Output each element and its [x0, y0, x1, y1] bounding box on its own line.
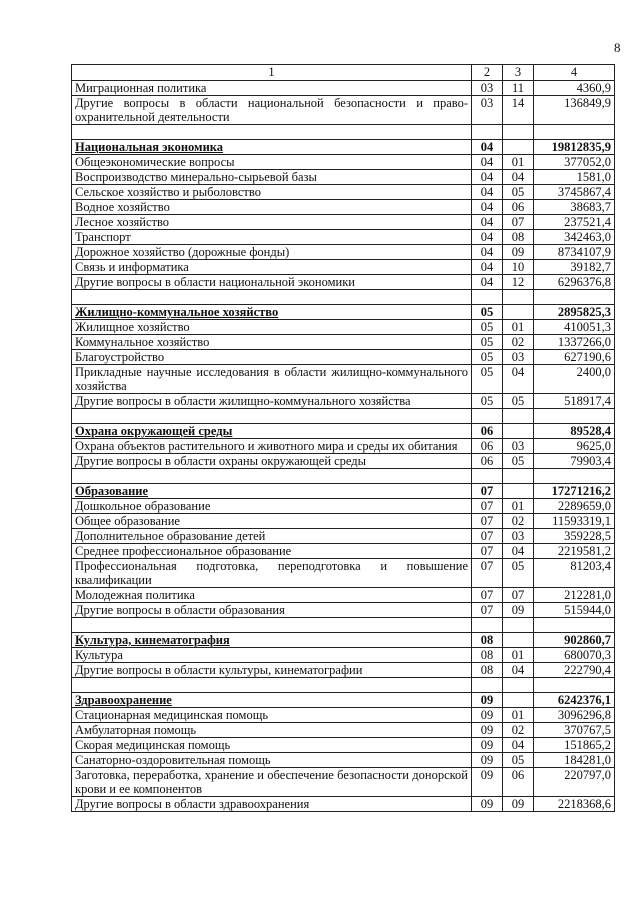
- row-subsection-code: 05: [503, 454, 534, 469]
- row-subsection-code: 04: [503, 365, 534, 394]
- row-name: Среднее профессиональное образование: [72, 544, 472, 559]
- table-row: [72, 797, 615, 812]
- row-name: Дорожное хозяйство (дорожные фонды): [72, 245, 472, 260]
- page-number: 8: [614, 40, 621, 55]
- table-row: [72, 663, 615, 678]
- row-name: Дошкольное образование: [72, 499, 472, 514]
- spacer-cell: [534, 290, 615, 305]
- table-body: [72, 81, 615, 812]
- row-amount: 184281,0: [534, 753, 615, 768]
- table-row: [72, 439, 615, 454]
- row-amount: 3745867,4: [534, 185, 615, 200]
- row-subsection-code: [503, 305, 534, 320]
- row-subsection-code: 04: [503, 663, 534, 678]
- row-section-code: 07: [472, 603, 503, 618]
- header-col-2: 2: [472, 65, 503, 81]
- row-name: Здравоохранение: [72, 693, 472, 708]
- row-subsection-code: 09: [503, 797, 534, 812]
- table-row: [72, 738, 615, 753]
- row-subsection-code: [503, 484, 534, 499]
- row-name: Национальная экономика: [72, 140, 472, 155]
- row-amount: 1337266,0: [534, 335, 615, 350]
- row-amount: 9625,0: [534, 439, 615, 454]
- row-subsection-code: 04: [503, 544, 534, 559]
- row-amount: 4360,9: [534, 81, 615, 96]
- spacer-row: [72, 290, 615, 305]
- spacer-cell: [72, 409, 472, 424]
- spacer-cell: [472, 469, 503, 484]
- table-row: [72, 648, 615, 663]
- table-header-row: [72, 65, 615, 81]
- row-amount: 79903,4: [534, 454, 615, 469]
- row-section-code: 04: [472, 185, 503, 200]
- table-row: [72, 96, 615, 125]
- row-name: Лесное хозяйство: [72, 215, 472, 230]
- spacer-cell: [472, 125, 503, 140]
- row-amount: 2218368,6: [534, 797, 615, 812]
- row-section-code: 09: [472, 738, 503, 753]
- row-subsection-code: 10: [503, 260, 534, 275]
- row-amount: 902860,7: [534, 633, 615, 648]
- row-amount: 237521,4: [534, 215, 615, 230]
- row-subsection-code: 06: [503, 200, 534, 215]
- row-name: Транспорт: [72, 230, 472, 245]
- row-amount: 2895825,3: [534, 305, 615, 320]
- row-section-code: 04: [472, 140, 503, 155]
- row-name: Общее образование: [72, 514, 472, 529]
- row-amount: 2219581,2: [534, 544, 615, 559]
- row-name: Заготовка, переработка, хранение и обеспечение безопасности донорской крови и ее компонентов: [72, 768, 472, 797]
- row-section-code: 04: [472, 170, 503, 185]
- row-name: Амбулаторная помощь: [72, 723, 472, 738]
- table-row: [72, 155, 615, 170]
- row-name: Другие вопросы в области жилищно-коммунального хозяйства: [72, 394, 472, 409]
- row-amount: 6296376,8: [534, 275, 615, 290]
- spacer-cell: [72, 678, 472, 693]
- spacer-cell: [72, 290, 472, 305]
- table-row: [72, 200, 615, 215]
- row-section-code: 08: [472, 663, 503, 678]
- row-subsection-code: 01: [503, 708, 534, 723]
- row-name: Охрана объектов растительного и животного мира и среды их обитания: [72, 439, 472, 454]
- row-subsection-code: 02: [503, 514, 534, 529]
- row-subsection-code: 01: [503, 155, 534, 170]
- row-subsection-code: 01: [503, 320, 534, 335]
- row-section-code: 05: [472, 305, 503, 320]
- row-section-code: 05: [472, 350, 503, 365]
- row-section-code: 07: [472, 544, 503, 559]
- spacer-cell: [534, 469, 615, 484]
- row-section-code: 04: [472, 275, 503, 290]
- table-row: [72, 275, 615, 290]
- row-subsection-code: 09: [503, 245, 534, 260]
- row-amount: 220797,0: [534, 768, 615, 797]
- row-amount: 515944,0: [534, 603, 615, 618]
- section-row: [72, 305, 615, 320]
- spacer-cell: [503, 618, 534, 633]
- table-row: [72, 230, 615, 245]
- table-row: [72, 559, 615, 588]
- row-amount: 89528,4: [534, 424, 615, 439]
- row-section-code: 09: [472, 797, 503, 812]
- row-section-code: 07: [472, 514, 503, 529]
- table-row: [72, 365, 615, 394]
- row-amount: 81203,4: [534, 559, 615, 588]
- table-row: [72, 394, 615, 409]
- table-row: [72, 215, 615, 230]
- row-amount: 3096296,8: [534, 708, 615, 723]
- section-row: [72, 424, 615, 439]
- table-row: [72, 753, 615, 768]
- spacer-cell: [72, 618, 472, 633]
- row-amount: 8734107,9: [534, 245, 615, 260]
- table-row: [72, 588, 615, 603]
- section-row: [72, 633, 615, 648]
- row-amount: 17271216,2: [534, 484, 615, 499]
- row-amount: 38683,7: [534, 200, 615, 215]
- row-section-code: 05: [472, 335, 503, 350]
- row-section-code: 08: [472, 633, 503, 648]
- row-amount: 377052,0: [534, 155, 615, 170]
- row-subsection-code: [503, 633, 534, 648]
- row-subsection-code: 06: [503, 768, 534, 797]
- row-name: Другие вопросы в области культуры, кинематографии: [72, 663, 472, 678]
- row-amount: 151865,2: [534, 738, 615, 753]
- row-section-code: 05: [472, 394, 503, 409]
- row-section-code: 07: [472, 484, 503, 499]
- spacer-cell: [534, 618, 615, 633]
- row-amount: 342463,0: [534, 230, 615, 245]
- row-subsection-code: 03: [503, 439, 534, 454]
- spacer-row: [72, 469, 615, 484]
- row-amount: 212281,0: [534, 588, 615, 603]
- row-name: Другие вопросы в области образования: [72, 603, 472, 618]
- row-name: Санаторно-оздоровительная помощь: [72, 753, 472, 768]
- spacer-cell: [472, 678, 503, 693]
- table-row: [72, 514, 615, 529]
- row-amount: 518917,4: [534, 394, 615, 409]
- row-section-code: 09: [472, 753, 503, 768]
- row-amount: 680070,3: [534, 648, 615, 663]
- spacer-row: [72, 678, 615, 693]
- row-subsection-code: 05: [503, 185, 534, 200]
- row-subsection-code: 11: [503, 81, 534, 96]
- row-name: Благоустройство: [72, 350, 472, 365]
- row-subsection-code: [503, 140, 534, 155]
- table-row: [72, 350, 615, 365]
- spacer-row: [72, 618, 615, 633]
- row-subsection-code: 03: [503, 529, 534, 544]
- row-section-code: 06: [472, 424, 503, 439]
- row-subsection-code: 05: [503, 753, 534, 768]
- spacer-row: [72, 409, 615, 424]
- row-name: Сельское хозяйство и рыболовство: [72, 185, 472, 200]
- row-name: Воспроизводство минерально-сырьевой базы: [72, 170, 472, 185]
- row-section-code: 04: [472, 215, 503, 230]
- row-amount: 2400,0: [534, 365, 615, 394]
- table-row: [72, 335, 615, 350]
- row-amount: 410051,3: [534, 320, 615, 335]
- row-name: Охрана окружающей среды: [72, 424, 472, 439]
- row-subsection-code: 01: [503, 648, 534, 663]
- table-row: [72, 245, 615, 260]
- spacer-cell: [472, 618, 503, 633]
- row-name: Прикладные научные исследования в области жилищно-коммунального хозяйства: [72, 365, 472, 394]
- row-section-code: 04: [472, 245, 503, 260]
- table-row: [72, 708, 615, 723]
- row-section-code: 07: [472, 529, 503, 544]
- row-amount: 1581,0: [534, 170, 615, 185]
- row-subsection-code: 04: [503, 738, 534, 753]
- row-section-code: 06: [472, 454, 503, 469]
- row-section-code: 04: [472, 200, 503, 215]
- table-row: [72, 768, 615, 797]
- table-row: [72, 603, 615, 618]
- table-row: [72, 185, 615, 200]
- row-subsection-code: 02: [503, 335, 534, 350]
- row-subsection-code: 12: [503, 275, 534, 290]
- row-name: Другие вопросы в области здравоохранения: [72, 797, 472, 812]
- row-amount: 2289659,0: [534, 499, 615, 514]
- table-row: [72, 320, 615, 335]
- row-subsection-code: 09: [503, 603, 534, 618]
- row-section-code: 09: [472, 723, 503, 738]
- spacer-cell: [534, 678, 615, 693]
- table-row: [72, 544, 615, 559]
- spacer-cell: [534, 409, 615, 424]
- header-col-3: 3: [503, 65, 534, 81]
- row-subsection-code: 08: [503, 230, 534, 245]
- spacer-cell: [503, 469, 534, 484]
- row-subsection-code: [503, 424, 534, 439]
- row-section-code: 05: [472, 365, 503, 394]
- row-name: Другие вопросы в области национальной безопасности и право-охранительной деятельности: [72, 96, 472, 125]
- header-col-4: 4: [534, 65, 615, 81]
- row-subsection-code: 07: [503, 588, 534, 603]
- row-name: Молодежная политика: [72, 588, 472, 603]
- row-name: Другие вопросы в области охраны окружающей среды: [72, 454, 472, 469]
- row-amount: 11593319,1: [534, 514, 615, 529]
- row-subsection-code: 01: [503, 499, 534, 514]
- row-name: Жилищное хозяйство: [72, 320, 472, 335]
- row-subsection-code: [503, 693, 534, 708]
- table-row: [72, 454, 615, 469]
- row-subsection-code: 02: [503, 723, 534, 738]
- spacer-cell: [503, 290, 534, 305]
- row-subsection-code: 14: [503, 96, 534, 125]
- row-subsection-code: 03: [503, 350, 534, 365]
- row-section-code: 07: [472, 588, 503, 603]
- row-section-code: 06: [472, 439, 503, 454]
- row-name: Профессиональная подготовка, переподготовка и повышение квалификации: [72, 559, 472, 588]
- row-name: Миграционная политика: [72, 81, 472, 96]
- row-name: Скорая медицинская помощь: [72, 738, 472, 753]
- row-subsection-code: 04: [503, 170, 534, 185]
- row-name: Образование: [72, 484, 472, 499]
- row-amount: 39182,7: [534, 260, 615, 275]
- row-name: Культура: [72, 648, 472, 663]
- row-section-code: 04: [472, 230, 503, 245]
- row-amount: 136849,9: [534, 96, 615, 125]
- header-col-1: 1: [72, 65, 472, 81]
- row-amount: 19812835,9: [534, 140, 615, 155]
- row-section-code: 08: [472, 648, 503, 663]
- row-section-code: 05: [472, 320, 503, 335]
- row-name: Связь и информатика: [72, 260, 472, 275]
- spacer-cell: [534, 125, 615, 140]
- spacer-cell: [472, 290, 503, 305]
- row-amount: 370767,5: [534, 723, 615, 738]
- spacer-cell: [503, 409, 534, 424]
- row-name: Общеэкономические вопросы: [72, 155, 472, 170]
- row-amount: 359228,5: [534, 529, 615, 544]
- row-subsection-code: 05: [503, 559, 534, 588]
- row-section-code: 03: [472, 96, 503, 125]
- spacer-cell: [472, 409, 503, 424]
- row-section-code: 09: [472, 708, 503, 723]
- table-row: [72, 170, 615, 185]
- row-name: Дополнительное образование детей: [72, 529, 472, 544]
- budget-table: [71, 64, 615, 812]
- row-subsection-code: 05: [503, 394, 534, 409]
- row-amount: 222790,4: [534, 663, 615, 678]
- spacer-cell: [503, 678, 534, 693]
- row-section-code: 09: [472, 768, 503, 797]
- row-section-code: 07: [472, 499, 503, 514]
- row-name: Водное хозяйство: [72, 200, 472, 215]
- section-row: [72, 140, 615, 155]
- row-name: Стационарная медицинская помощь: [72, 708, 472, 723]
- row-section-code: 03: [472, 81, 503, 96]
- row-section-code: 04: [472, 155, 503, 170]
- row-subsection-code: 07: [503, 215, 534, 230]
- table-row: [72, 81, 615, 96]
- table-row: [72, 723, 615, 738]
- row-section-code: 04: [472, 260, 503, 275]
- table-row: [72, 499, 615, 514]
- row-amount: 627190,6: [534, 350, 615, 365]
- table-row: [72, 529, 615, 544]
- row-section-code: 09: [472, 693, 503, 708]
- row-name: Жилищно-коммунальное хозяйство: [72, 305, 472, 320]
- row-amount: 6242376,1: [534, 693, 615, 708]
- row-name: Другие вопросы в области национальной экономики: [72, 275, 472, 290]
- spacer-cell: [72, 125, 472, 140]
- row-name: Культура, кинематография: [72, 633, 472, 648]
- section-row: [72, 484, 615, 499]
- table-row: [72, 260, 615, 275]
- row-section-code: 07: [472, 559, 503, 588]
- row-name: Коммунальное хозяйство: [72, 335, 472, 350]
- section-row: [72, 693, 615, 708]
- spacer-row: [72, 125, 615, 140]
- spacer-cell: [503, 125, 534, 140]
- spacer-cell: [72, 469, 472, 484]
